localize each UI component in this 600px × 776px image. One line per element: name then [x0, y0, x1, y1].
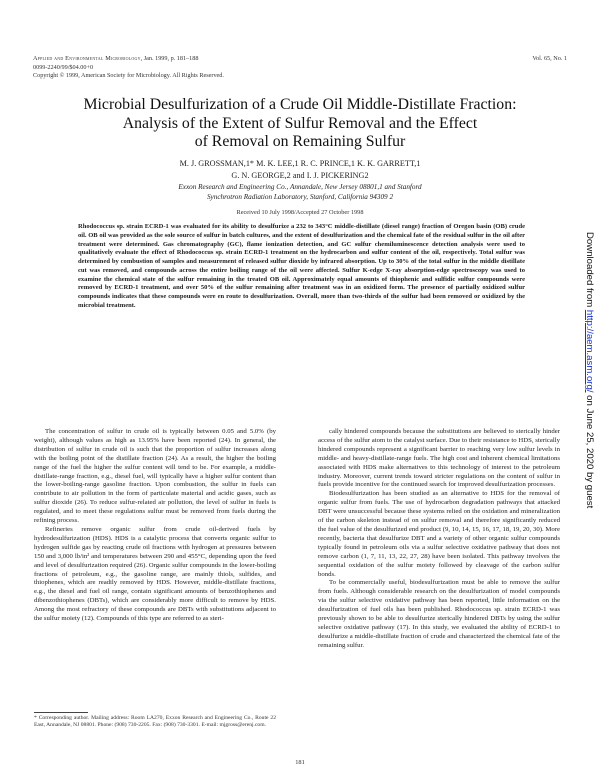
paragraph: To be commercially useful, biodesulfurization must be able to remove the sulfur from fuels. Although considerable research on the desulfurization of model compounds via the sulfur selective oxidative pathway has been reported, little information on the desulfurization of fuel oils has been published. Rhodococcus sp. strain ECRD-1 was previously shown to be able to desulfurize sterically hindered DBTs by using the sulfur selective oxidative pathway (17). In this study, we evaluated the ability of ECRD-1 to desulfurize a middle-distillate fraction of crude and characterized the chemical fate of the remaining sulfur.	[318, 579, 560, 649]
volume-info: Vol. 65, No. 1	[532, 55, 567, 62]
paragraph: The concentration of sulfur in crude oil is typically between 0.05 and 5.0% (by weight), although values as high as 13.95% have been reported (24). In general, the distribution of sulfur in crude oil is such that the proportion of sulfur increases along with the boiling point of the distillate fraction (24). As a result, the higher the boiling range of the fuel the higher the sulfur content will tend to be. For example, a middle-distillate-range fraction, e.g., diesel fuel, will typically have a higher sulfur content than the lower-boiling-range gasoline fraction. Upon combustion, the sulfur in fuels can contribute to air pollution in the form of particulate material and acidic gases, such as sulfur dioxide (26). To reduce sulfur-related air pollution, the level of sulfur in fuels is regulated, and to meet these regulations sulfur must be removed from fuels during the refining process.	[34, 428, 276, 525]
journal-site-link[interactable]: http://aem.asm.org/	[584, 309, 595, 393]
footnote-divider	[34, 712, 88, 713]
citation-line	[33, 55, 224, 64]
paragraph: Refineries remove organic sulfur from crude oil-derived fuels by hydrodesulfurization (HDS). HDS is a catalytic process that converts organic sulfur to hydrogen sulfide gas by reacting crude oil fractions with hydrogen at pressures between 150 and 3,000 lb/in² and temperatures between 290 and 455°C, depending upon the feed and level of desulfurization required (26). Organic sulfur compounds in the lower-boiling fractions of petroleum, e.g., the gasoline range, are mainly thiols, sulfides, and thiophenes, which are readily removed by HDS. However, middle-distillate fractions, e.g., the diesel and fuel oil range, contain significant amounts of benzothiophenes and dibenzothiophenes (DBTs), which are considerably more difficult to remove by HDS. Among the most refractory of these compounds are DBTs with substitutions adjacent to the sulfur moiety (12). Compounds of this type are referred to as steri-	[34, 525, 276, 623]
download-prefix: Downloaded from	[584, 232, 595, 310]
article-title	[40, 96, 560, 152]
copyright: Copyright © 1999, American Society for Microbiology. All Rights Reserved.	[33, 72, 224, 80]
page-number: 181	[295, 759, 305, 766]
body-column-right	[318, 428, 560, 651]
authors-line: M. J. GROSSMAN,1* M. K. LEE,1 R. C. PRINCE,1 K. K. GARRETT,1	[179, 159, 421, 168]
title-line: of Removal on Remaining Sulfur	[194, 133, 406, 150]
issn: 0099-2240/99/$04.00+0	[33, 63, 94, 71]
affiliations	[40, 183, 560, 202]
journal-citation: , Jan. 1999, p. 181–188	[140, 55, 199, 62]
paragraph: Biodesulfurization has been studied as an alternative to HDS for the removal of organic sulfur from fuels. The use of hydrocarbon degradation pathways that attacked DBT were unsuccessful because these systems relied on the oxidation and mineralization of the carbon skeleton instead of on sulfur removal and therefore significantly reduced the fuel value of the desulfurized end product (9, 10, 14, 15, 16, 17, 18, 19, 20, 30). More recently, bacteria that desulfurize DBT and a variety of other organic sulfur compounds typically found in petroleum oils via a sulfur selective oxidative pathway that does not remove carbon (1, 7, 11, 13, 22, 27, 28) have been isolated. This pathway involves the sequential oxidation of the sulfur moiety followed by cleavage of the carbon sulfur bonds.	[318, 490, 560, 578]
authors-line: G. N. GEORGE,2 and I. J. PICKERING2	[231, 170, 369, 180]
affiliation-line: Synchrotron Radiation Laboratory, Stanford, California 94309 2	[206, 192, 394, 201]
author-list	[40, 158, 560, 181]
affiliation-line: Exxon Research and Engineering Co., Annandale, New Jersey 08801,1 and Stanford	[178, 183, 422, 191]
corresponding-author-footnote: * Corresponding author. Mailing address: Room LA270, Exxon Research and Engineering Co., Route 22 East, Annandale, NJ 08801. Phone: (908) 730-2205. Fax: (908) 730-3301. E-mail: mjgross@erenj.com.	[34, 715, 276, 729]
title-line: Microbial Desulfurization of a Crude Oil Middle-Distillate Fraction:	[83, 96, 517, 113]
title-line: Analysis of the Extent of Sulfur Removal and the Effect	[122, 114, 478, 132]
body-column-left	[34, 428, 276, 624]
download-notice	[583, 232, 595, 584]
journal-name: Applied and Environmental Microbiology	[33, 55, 141, 62]
download-watermark	[583, 226, 595, 590]
journal-header	[33, 55, 224, 81]
received-dates: Received 10 July 1998/Accepted 27 October 1998	[236, 209, 364, 216]
download-suffix: on June 25, 2020 by guest	[584, 392, 595, 509]
paragraph: cally hindered compounds because the substitutions are believed to sterically hinder access of the sulfur atom to the catalyst surface. Due to their resistance to HDS, sterically hindered compounds represent a significant barrier to reaching very low sulfur levels in middle- and heavy-distillate-range fuels. The high cost and inherent chemical limitations associated with HDS make alternatives to this technology of interest to the petroleum industry. Moreover, current trends toward stricter regulations on the content of sulfur in fuels provide incentive for the continued search for improved desulfurization processes.	[318, 428, 560, 489]
abstract: Rhodococcus sp. strain ECRD-1 was evaluated for its ability to desulfurize a 232 to 343°C middle-distillate (diesel range) fraction of Oregon basin (OB) crude oil. OB oil was provided as the sole source of sulfur in batch cultures, and the extent of desulfurization and the chemical fate of the residual sulfur in the oil after treatment were determined. Gas chromatography (GC), flame ionization detection, and GC sulfur chemiluminescence detection analysis were used to qualitatively evaluate the effect of Rhodococcus sp. strain ECRD-1 treatment on the hydrocarbon and sulfur content of the oil, respectively. Total sulfur was determined by combustion of samples and measurement of released sulfur dioxide by infrared absorption. Up to 30% of the total sulfur in the middle distillate cut was removed, and compounds across the entire boiling range of the oil were affected. Sulfur K-edge X-ray absorption-edge spectroscopy was used to examine the chemical state of the sulfur remaining in the treated OB oil. Approximately equal amounts of thiophenic and sulfidic sulfur compounds were removed by ECRD-1 treatment, and over 50% of the sulfur remaining after treatment was in an oxidized form. The presence of partially oxidized sulfur compounds indicates that these compounds were en route to desulfurization. Overall, more than two-thirds of the sulfur had been removed or oxidized by the microbial treatment.	[78, 223, 525, 309]
